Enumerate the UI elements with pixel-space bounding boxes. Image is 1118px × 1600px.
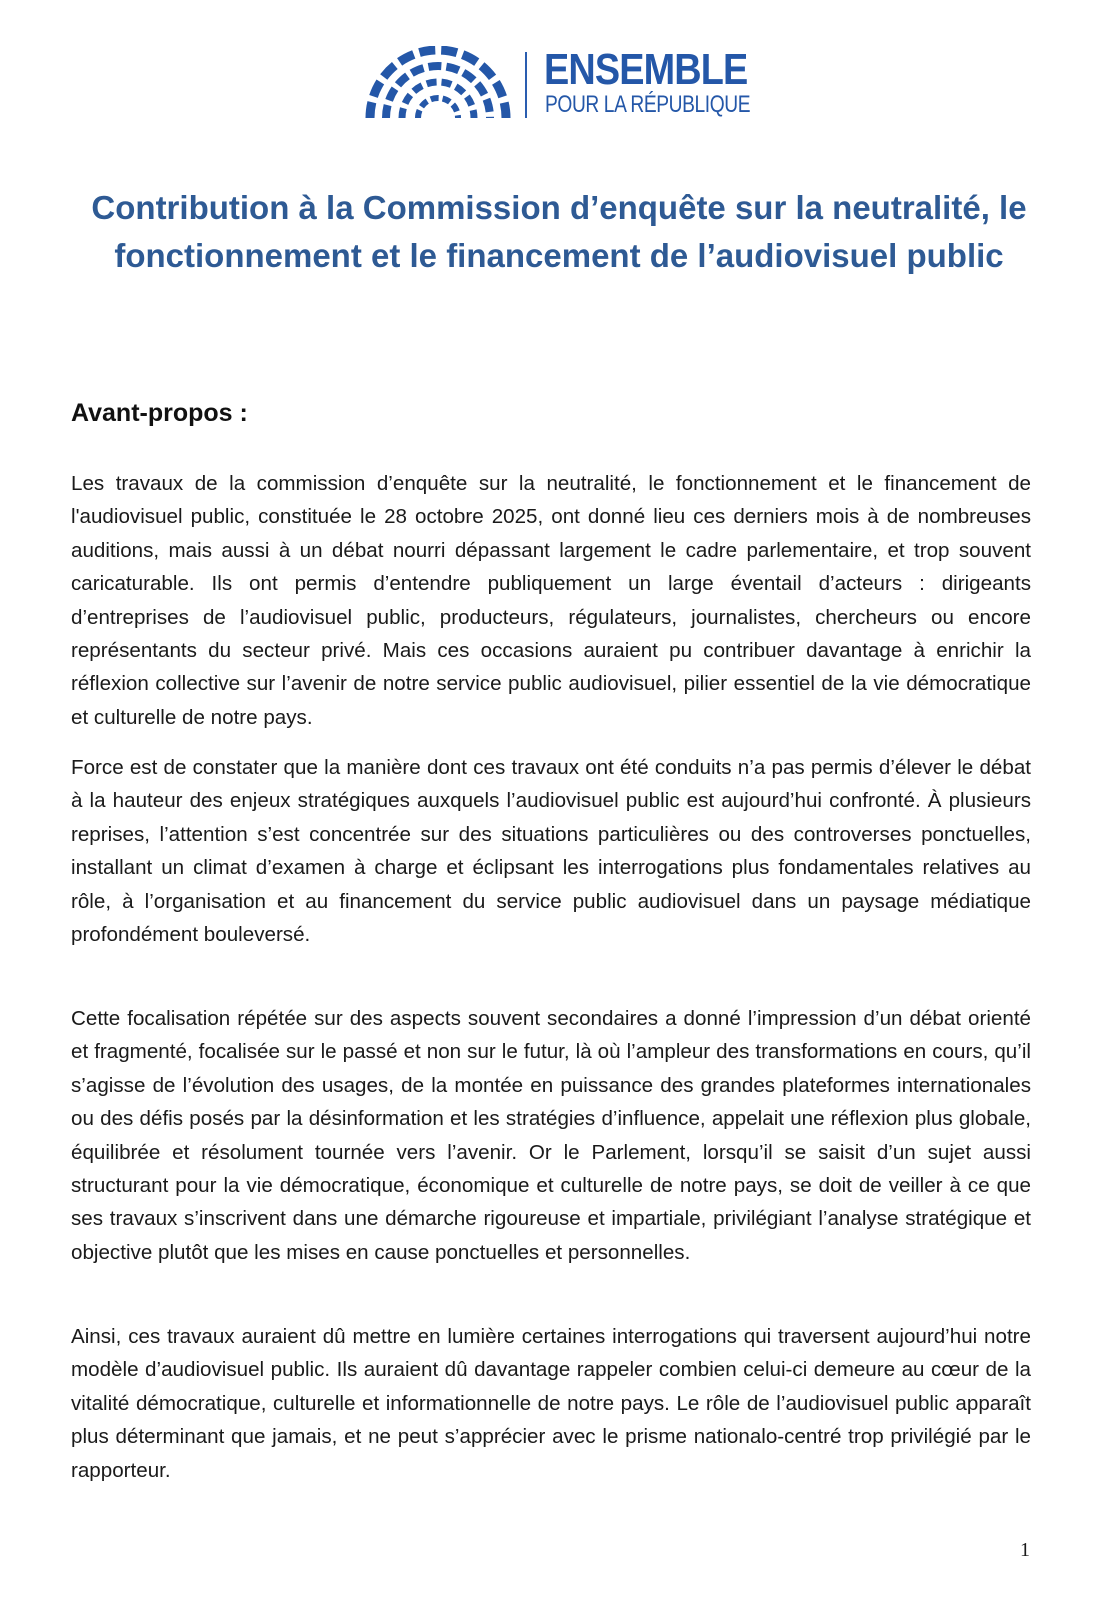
section-heading: Avant-propos : xyxy=(71,399,248,427)
logo-name: ENSEMBLE xyxy=(544,45,748,94)
logo-divider xyxy=(525,52,527,118)
hemicycle-logo-icon xyxy=(362,46,514,122)
paragraph-1: Les travaux de la commission d’enquête sur la neutralité, le fonctionnement et le financement de l'audiovisuel public, constituée le 28 octobre 2025, ont donné lieu ces derniers mois à de nombreuses auditions, mais aussi à un débat nourri dépassant largement le cadre parlementaire, et trop souvent caricaturable. Ils ont permis d’entendre publiquement un large éventail d’acteurs : dirigeants d’entreprises de l’audiovisuel public, producteurs, régulateurs, journalistes, chercheurs ou encore représentants du secteur privé. Mais ces occasions auraient pu contribuer davantage à enrichir la réflexion collective sur l’avenir de notre service public audiovisuel, pilier essentiel de la vie démocratique et culturelle de notre pays. xyxy=(71,472,1031,729)
logo-subtitle: POUR LA RÉPUBLIQUE xyxy=(545,91,751,118)
document-title: Contribution à la Commission d’enquête sur la neutralité, le fonctionnement et le financement de l’audiovisuel public xyxy=(91,189,1027,274)
paragraph-3: Cette focalisation répétée sur des aspects souvent secondaires a donné l’impression d’un débat orienté et fragmenté, focalisée sur le passé et non sur le futur, là où l’ampleur des transformations en cours, qu’il s’agisse de l’évolution des usages, de la montée en puissance des grandes plateformes internationales ou des défis posés par la désinformation et les stratégies d’influence, appelait une réflexion plus globale, équilibrée et résolument tournée vers l’avenir. Or le Parlement, lorsqu’il se saisit d’un sujet aussi structurant pour la vie démocratique, économique et culturelle de notre pays, se doit de veiller à ce que ses travaux s’inscrivent dans une démarche rigoureuse et impartiale, privilégiant l’analyse stratégique et objective plutôt que les mises en cause ponctuelles et personnelles. xyxy=(71,1007,1031,1264)
party-logo xyxy=(362,45,751,126)
paragraph-4: Ainsi, ces travaux auraient dû mettre en lumière certaines interrogations qui traversent aujourd’hui notre modèle d’audiovisuel public. Ils auraient dû davantage rappeler combien celui-ci demeure au cœur de la vitalité démocratique, culturelle et informationnelle de notre pays. Le rôle de l’audiovisuel public apparaît plus déterminant que jamais, et ne peut s’apprécier avec le prisme nationalo-centré trop privilégié par le rapporteur. xyxy=(71,1325,1031,1482)
paragraph-2: Force est de constater que la manière dont ces travaux ont été conduits n’a pas permis d’élever le débat à la hauteur des enjeux stratégiques auxquels l’audiovisuel public est aujourd’hui confronté. À plusieurs reprises, l’attention s’est concentrée sur des situations particulières ou des controverses ponctuelles, installant un climat d’examen à charge et éclipsant les interrogations plus fondamentales relatives au rôle, à l’organisation et au financement du service public audiovisuel dans un paysage médiatique profondément bouleversé. xyxy=(71,756,1031,947)
page-number: 1 xyxy=(1020,1539,1030,1561)
